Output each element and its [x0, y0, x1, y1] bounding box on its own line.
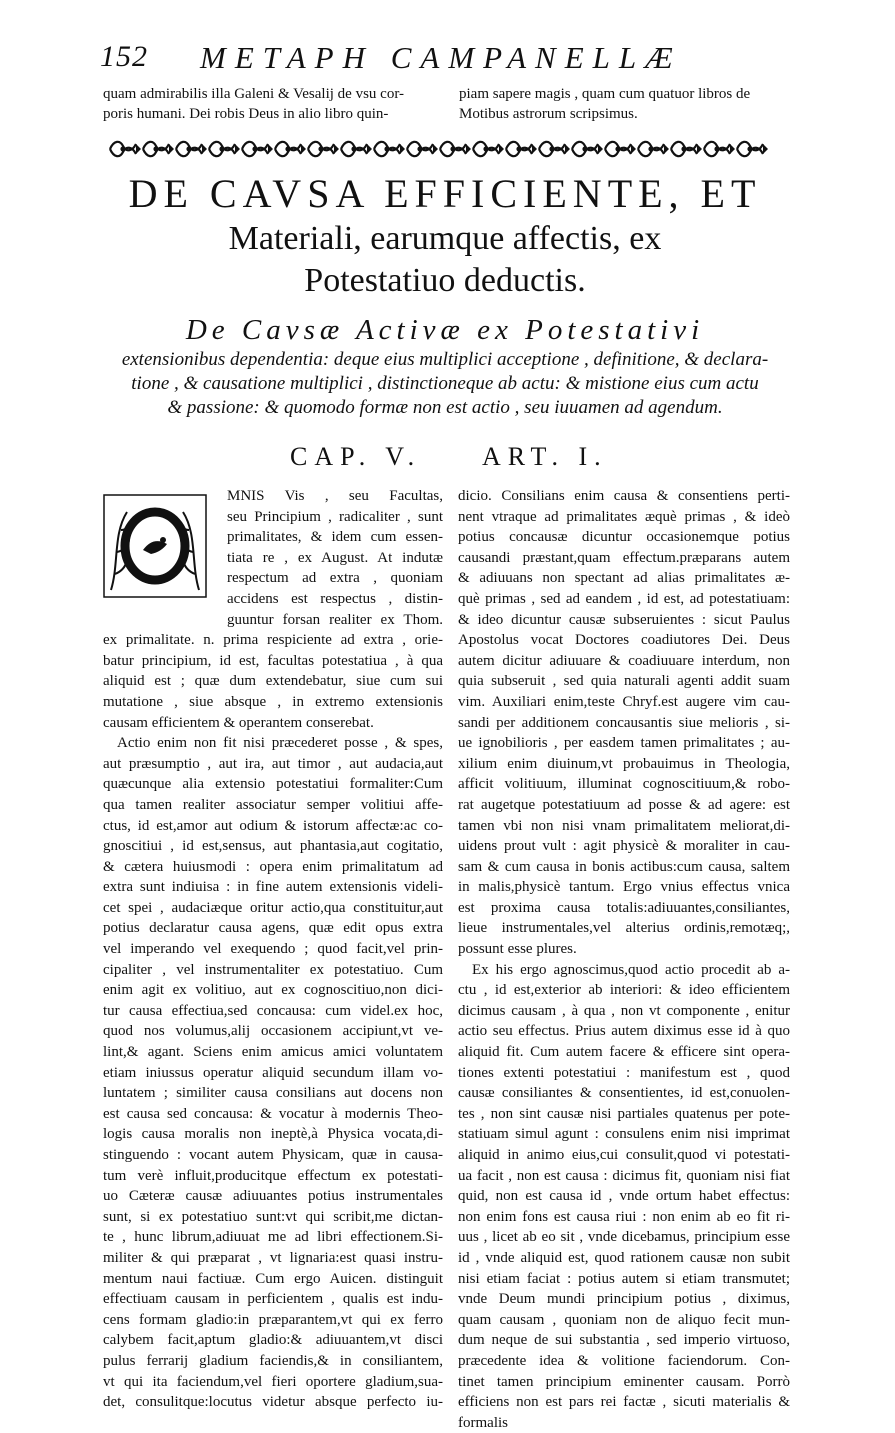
body-right-column: [458, 486, 790, 1433]
decorated-initial-icon: [103, 494, 207, 598]
text-line: id , vnde aliquid est, quod rationem causæ non subit: [458, 1249, 790, 1266]
text-line: non enim fons est causa riui : non enim ab eo fit ri-: [458, 1208, 790, 1225]
subheading-title: De Cavsæ Activæ ex Potestativi: [185, 314, 705, 346]
text-line: ctu , id est,exterior ab interiori: & ideo efficientem: [458, 982, 790, 999]
text-line: vt qui ita faciendum,vel fieri oportere gladium,sua-: [103, 1373, 443, 1390]
text-line: batur principium, id est, facultas potestatiua , à qua: [103, 652, 443, 669]
text-line: nisi etiam faciat : potius autem si etiam transmutet;: [458, 1270, 790, 1287]
text-line: poris humani. Dei robis Deus in alio libro quin-: [103, 106, 389, 122]
text-line: causandi præstant,quam effectum.præparans autem: [458, 549, 790, 566]
text-line: Actio enim non fit nisi præcederet posse , & spes,: [117, 735, 443, 752]
text-line: rat augetque potestatiuum ad posse & ad agere: est: [458, 796, 790, 813]
subheading-line: tione , & causatione multiplici , distinctioneque ab actu: & mistione eius cum actu: [131, 373, 759, 394]
text-line: xilium enim diuinum,vt probauimus in Theologia,: [458, 755, 790, 772]
text-line: aliquid est ; quæ dum extendebatur, siue cum sui: [103, 673, 443, 690]
text-line: actio seu effectus. Prius autem diximus esse id à quo: [458, 1023, 790, 1040]
text-line: det, consulitque:locutus videtur absque perfecto iu-: [103, 1394, 443, 1411]
heading-line: Potestatiuo deductis.: [304, 262, 586, 299]
text-line: calybem facit,aptum gladio:& adiuuantem,vt disci: [103, 1332, 443, 1349]
text-line: potius concausæ dicuntur occasionemque potius: [458, 529, 790, 546]
text-line: tinet tamen principium eminenter causam. Porrò: [458, 1373, 790, 1390]
text-line: efficiens non est pars rei factæ , sicuti materialis &: [458, 1394, 790, 1411]
text-line: gnoscitiui , id est,sensus, aut phantasia,aut cogitatio,: [103, 838, 443, 855]
text-line: dicio. Consilians enim causa & consentiens perti-: [458, 488, 790, 504]
text-line: tamen vbi non nisi vnam primalitatem meliorat,di-: [458, 817, 790, 834]
text-line: quam admirabilis illa Galeni & Vesalij de vsu cor-: [103, 86, 405, 102]
text-line: aliquid in animo eius,cui consulit,quod vi potestati-: [458, 1147, 790, 1163]
text-line: lieue instrumentales,vel alterius ordinis,remotæq;,: [458, 920, 790, 937]
running-title: METAPH CAMPANELLÆ: [200, 40, 682, 75]
ornament-vine-icon: [108, 132, 783, 166]
text-line: sam & cum causa in bonis actibus:cum causa, saltem: [458, 858, 790, 875]
text-line: cet spei , audaciæque oritur actio,qua constituitur,aut: [103, 899, 443, 916]
text-line: cipaliter , vel instrumentaliter ex potestatiuo. Cum: [103, 961, 443, 978]
chapter-heading: [100, 442, 790, 476]
text-line: sandi per additionem concausantis siue melioris , si-: [458, 714, 790, 731]
text-line: Ex his ergo agnoscimus,quod actio procedit ab a-: [472, 961, 790, 978]
text-line: causæ consiliantes & consentientes, id est,conuolen-: [458, 1085, 790, 1102]
text-line: aut præsumptio , aut ira, aut timor , aut audacia,aut: [103, 755, 443, 772]
text-line: militer & qui præparat , vt lignaria:est quasi instru-: [103, 1249, 443, 1266]
text-line: mutatione , siue absque , in extremo extensionis: [103, 693, 443, 710]
text-line: tur causa effectiua,sed concausa: cum videl.ex hoc,: [103, 1002, 443, 1019]
text-line: vim. Auxiliari enim,teste Chryf.est augere vim cau-: [458, 693, 790, 710]
text-line: & cætera huiusmodi : opera enim primalitatum ad: [103, 858, 443, 875]
text-line: te , hunc librum,adiuuat me ad libri effectionem.Si-: [103, 1229, 443, 1246]
text-line: statiuam simul agunt : consulens enim nisi imprimat: [458, 1126, 790, 1143]
text-line: autem dicitur adiuuare & coadiuuare interdum, non: [458, 652, 790, 669]
text-line: guuntur forsan realiter ex Thom.: [227, 611, 443, 628]
text-line: lint,& agant. Sciens enim amicus amici voluntatem: [103, 1044, 443, 1061]
text-line: quæcunque alia extensio potestatiui formaliter:Cum: [103, 776, 443, 793]
text-line: qua tamen realiter associatur semper volitiui affe-: [103, 796, 443, 813]
text-line: ua facit , non est causa : dicimus fit, quoniam nisi fiat: [458, 1167, 790, 1184]
subheading-line: & passione: & quomodo formæ non est actio , seu iuuamen ad agendum.: [167, 397, 723, 418]
text-line: dicimus causam , à qua , non vt componente , enitur: [458, 1002, 790, 1019]
text-line: seu Principium , radicaliter , sunt: [227, 508, 443, 525]
text-line: ctus, id est,amor aut odium & istorum affectæ:ac co-: [103, 817, 443, 834]
text-line: stinguendo : vocant autem Physicam, quæ in causa-: [103, 1147, 443, 1163]
text-line: tes , non sint causæ nisi partiales quatenus per pote-: [458, 1105, 790, 1122]
text-line: dum neque de sui substantia , sed imperio virtuoso,: [458, 1332, 790, 1349]
chapter-label: CAP. V.: [290, 442, 422, 471]
continuation-left-column: [103, 84, 433, 124]
article-label: ART. I.: [482, 442, 608, 471]
text-line: mentum naui factiuæ. Cum ergo Auicen. distinguit: [103, 1270, 443, 1287]
section-heading: [100, 170, 790, 302]
text-line: uus , licet ab eo sit , vnde dicebamus, principium esse: [458, 1229, 790, 1246]
text-line: ue ignobilioris , per easdem tamen primalitates ; au-: [458, 735, 790, 752]
text-line: extra sunt indiuisa : in fine autem extensionis videli-: [103, 879, 443, 896]
text-line: MNIS Vis , seu Facultas,: [227, 488, 443, 504]
heading-line: Materiali, earumque affectis, ex: [228, 220, 662, 257]
page-number: 152: [100, 40, 148, 73]
text-line: tum verè influit,producitque effectum ex potestati-: [103, 1167, 443, 1184]
text-line: vnde Deum mundi principium potius , diximus,: [458, 1291, 790, 1308]
running-head: [100, 40, 800, 76]
text-line: piam sapere magis , quam cum quatuor libros de: [459, 86, 751, 102]
body-left-column: [103, 486, 443, 1413]
text-line: ex primalitate. n. prima respiciente ad extra , orie-: [103, 632, 443, 649]
text-line: quia subseruit , sed quia naturali agenti addit suam: [458, 673, 790, 690]
previous-text-continuation: [103, 84, 790, 128]
text-line: luntatem ; similiter causa consilians aut docens non: [103, 1085, 443, 1102]
text-line: quid, non est causa id , vnde ortum habet effectus:: [458, 1188, 790, 1205]
text-line: aliquid fit. Cum autem facere & efficere sint opera-: [458, 1044, 790, 1061]
text-line: Motibus astrorum scripsimus.: [459, 106, 638, 122]
ornamental-band: [108, 132, 783, 166]
text-line: logis causa moralis non ineptè,à Physica vocata,di-: [103, 1126, 443, 1143]
text-line: uidens prout vult : agit physicè & moraliter in cau-: [458, 838, 790, 855]
text-line: est causa sed concausa: & vocatur à modernis Theo-: [103, 1105, 443, 1122]
text-line: Apostolus vocat Doctores coadiutores Dei. Deus: [458, 632, 790, 649]
text-line: & adiuuans non spectant ad alias primalitates æ-: [458, 570, 790, 587]
text-line: effectiuam causam in perficientem , qualis est indu-: [103, 1291, 443, 1308]
text-line: tiones extenti potestatiui : manifestum est , quod: [458, 1064, 790, 1081]
subheading-line: extensionibus dependentia: deque eius multiplici acceptione , definitione, & declara-: [121, 349, 769, 370]
text-line: nent vtraque ad primalitates æquè primas , & ideò: [458, 508, 790, 525]
text-line: primalitates, & idem cum essen-: [227, 529, 443, 546]
text-line: præcedente idea & volitione faciendorum. Con-: [458, 1352, 790, 1369]
text-line: potius declaratur causa agens, quæ edit opus extra: [103, 920, 443, 937]
text-line: causam efficientem & operantem conserebat.: [103, 714, 374, 731]
heading-line: DE CAVSA EFFICIENTE, ET: [128, 171, 762, 216]
text-line: etiam iniussus operatur aliquid secundum illam vo-: [103, 1064, 443, 1081]
text-line: vel imperando vel exequendo ; quod facit,vel prin-: [103, 941, 443, 958]
text-line: quod nos volumus,alij occasionem accipiunt,vt ve-: [103, 1023, 443, 1040]
text-line: & ideo dicuntur causæ subseruientes : sicut Paulus: [458, 611, 790, 628]
text-line: enim agit ex volitiuo, aut ex cognoscitiuo,non dici-: [103, 982, 443, 999]
article-subheading: [100, 312, 790, 420]
text-line: accidens est respectus , distin-: [227, 590, 443, 607]
text-line: possunt esse plures.: [458, 941, 577, 958]
text-line: respectum ad extra , quoniam: [227, 570, 443, 587]
text-line: què primas , sed ad eandem , id est, ad potestatiuam:: [458, 590, 790, 607]
text-line: cens formam gladio:in præparantem,vt qui ex ferro: [103, 1311, 443, 1328]
text-line: pulus ferrarij gladium faciendis,& in consiliantem,: [103, 1352, 443, 1369]
text-line: in malis,physicè tantum. Ergo vnius effectus vnica: [458, 879, 790, 896]
continuation-right-column: [459, 84, 789, 124]
text-line: sunt, si ex potestatiuo sunt:vt qui scribit,me dictan-: [103, 1208, 443, 1225]
text-line: afficit volitiuum, illuminat cognoscitiuum,& robo-: [458, 776, 790, 793]
text-line: tiata re , ex August. At indutæ: [227, 549, 443, 566]
text-line: est proxima causa totalis:adiuuantes,consiliantes,: [458, 899, 790, 916]
text-line: uo Cæteræ causæ adiuuantes potius instrumentales: [103, 1188, 443, 1205]
text-line: formalis: [458, 1414, 508, 1431]
text-line: quam causam , quoniam non de aliquo fecit mun-: [458, 1311, 790, 1328]
